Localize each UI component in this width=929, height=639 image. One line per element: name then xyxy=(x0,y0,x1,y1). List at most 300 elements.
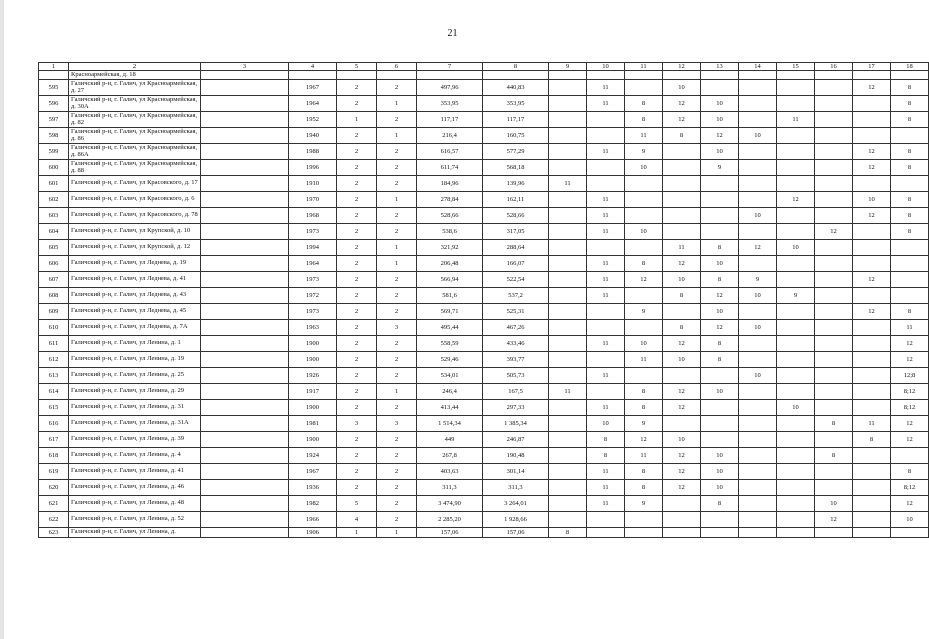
column-number-cell: 10 xyxy=(587,63,625,71)
value-cell: 11 xyxy=(549,176,587,192)
value-cell: 8 xyxy=(891,192,929,208)
value-cell: 12 xyxy=(701,128,739,144)
value-cell xyxy=(663,496,701,512)
value-cell: 12 xyxy=(663,464,701,480)
value-cell xyxy=(549,208,587,224)
value-cell xyxy=(625,240,663,256)
value-cell: 2 xyxy=(337,160,377,176)
value-cell: 8 xyxy=(625,384,663,400)
value-cell xyxy=(739,480,777,496)
value-cell: 10 xyxy=(739,288,777,304)
value-cell: 8 xyxy=(625,96,663,112)
value-cell: 3 264,01 xyxy=(483,496,549,512)
value-cell xyxy=(815,80,853,96)
value-cell xyxy=(549,448,587,464)
value-cell: 2 xyxy=(337,400,377,416)
table-row xyxy=(39,192,929,208)
value-cell: 10 xyxy=(625,224,663,240)
value-cell: 2 xyxy=(377,496,417,512)
table-row xyxy=(39,224,929,240)
value-cell: 8 xyxy=(815,448,853,464)
value-cell xyxy=(549,512,587,528)
value-cell: 2 xyxy=(337,336,377,352)
table-row xyxy=(39,112,929,128)
row-number-cell: 599 xyxy=(39,144,69,160)
value-cell xyxy=(777,384,815,400)
value-cell: 8 xyxy=(663,320,701,336)
address-cell: Галичский р-н, г. Галич, ул Красноармейская, д. 86А xyxy=(69,144,201,160)
year-cell: 1924 xyxy=(289,448,337,464)
value-cell xyxy=(739,448,777,464)
value-cell: 8 xyxy=(587,448,625,464)
year-cell: 1936 xyxy=(289,480,337,496)
value-cell: 8 xyxy=(625,464,663,480)
value-cell xyxy=(853,224,891,240)
table-row xyxy=(39,464,929,480)
value-cell: 2 285,20 xyxy=(417,512,483,528)
value-cell: 2 xyxy=(377,80,417,96)
address-cell: Галичский р-н, г. Галич, ул Ленина, д. 25 xyxy=(69,368,201,384)
year-cell: 1963 xyxy=(289,320,337,336)
value-cell xyxy=(625,288,663,304)
value-cell: 288,64 xyxy=(483,240,549,256)
value-cell: 1 xyxy=(377,192,417,208)
value-cell: 11 xyxy=(587,144,625,160)
row-number-cell: 600 xyxy=(39,160,69,176)
value-cell xyxy=(739,528,777,538)
table-row xyxy=(39,160,929,176)
column-number-row xyxy=(39,63,929,71)
value-cell: 2 xyxy=(337,96,377,112)
value-cell: 10 xyxy=(663,352,701,368)
column-number-cell: 3 xyxy=(201,63,289,71)
row-number-cell: 617 xyxy=(39,432,69,448)
value-cell: 12 xyxy=(853,144,891,160)
column-number-cell: 1 xyxy=(39,63,69,71)
table-row xyxy=(39,368,929,384)
value-cell: 2 xyxy=(377,512,417,528)
row-number-cell: 610 xyxy=(39,320,69,336)
value-cell: 2 xyxy=(337,144,377,160)
value-cell: 10 xyxy=(625,336,663,352)
value-cell xyxy=(701,368,739,384)
value-cell xyxy=(549,256,587,272)
year-cell: 1917 xyxy=(289,384,337,400)
value-cell: 568,18 xyxy=(483,160,549,176)
value-cell xyxy=(815,352,853,368)
value-cell: 11 xyxy=(587,464,625,480)
value-cell xyxy=(701,416,739,432)
value-cell: 9 xyxy=(777,288,815,304)
value-cell: 9 xyxy=(625,144,663,160)
value-cell: 2 xyxy=(377,336,417,352)
value-cell xyxy=(853,448,891,464)
table-row xyxy=(39,352,929,368)
value-cell xyxy=(739,432,777,448)
value-cell: 12 xyxy=(777,192,815,208)
value-cell: 1 xyxy=(377,96,417,112)
address-cell: Галичский р-н, г. Галич, ул Красовского, д. 17 xyxy=(69,176,201,192)
value-cell xyxy=(777,144,815,160)
value-cell xyxy=(701,176,739,192)
empty-cell xyxy=(201,71,289,80)
value-cell: 440,83 xyxy=(483,80,549,96)
value-cell xyxy=(549,352,587,368)
empty-cell xyxy=(417,71,483,80)
value-cell: 2 xyxy=(337,320,377,336)
value-cell xyxy=(815,176,853,192)
row-number-cell: 608 xyxy=(39,288,69,304)
value-cell: 11 xyxy=(587,368,625,384)
value-cell: 10 xyxy=(663,80,701,96)
value-cell: 8 xyxy=(549,528,587,538)
value-cell: 12 xyxy=(625,272,663,288)
row-number-cell: 602 xyxy=(39,192,69,208)
value-cell: 2 xyxy=(337,224,377,240)
value-cell xyxy=(777,432,815,448)
value-cell: 2 xyxy=(337,256,377,272)
column-number-cell: 18 xyxy=(891,63,929,71)
value-cell xyxy=(777,464,815,480)
year-cell: 1940 xyxy=(289,128,337,144)
value-cell: 12 xyxy=(853,208,891,224)
value-cell: 12 xyxy=(701,320,739,336)
value-cell xyxy=(663,208,701,224)
value-cell xyxy=(625,512,663,528)
value-cell: 297,33 xyxy=(483,400,549,416)
value-cell: 11 xyxy=(587,192,625,208)
row-number-cell: 604 xyxy=(39,224,69,240)
empty-cell xyxy=(289,71,337,80)
value-cell xyxy=(587,384,625,400)
value-cell: 166,07 xyxy=(483,256,549,272)
row-number-cell: 621 xyxy=(39,496,69,512)
value-cell: 616,57 xyxy=(417,144,483,160)
value-cell xyxy=(777,368,815,384)
column-3-cell xyxy=(201,112,289,128)
value-cell: 8;12 xyxy=(891,384,929,400)
column-number-cell: 2 xyxy=(69,63,201,71)
table-row xyxy=(39,416,929,432)
year-cell: 1900 xyxy=(289,336,337,352)
value-cell: 10 xyxy=(891,512,929,528)
continuation-row xyxy=(39,71,929,80)
column-3-cell xyxy=(201,288,289,304)
table-row xyxy=(39,80,929,96)
value-cell: 1 xyxy=(337,112,377,128)
value-cell xyxy=(815,400,853,416)
table-row xyxy=(39,144,929,160)
value-cell xyxy=(815,96,853,112)
value-cell: 577,29 xyxy=(483,144,549,160)
value-cell: 12 xyxy=(891,336,929,352)
value-cell xyxy=(663,224,701,240)
value-cell xyxy=(777,448,815,464)
value-cell: 12 xyxy=(853,304,891,320)
value-cell: 2 xyxy=(377,352,417,368)
value-cell: 12;8 xyxy=(891,368,929,384)
value-cell: 9 xyxy=(625,496,663,512)
value-cell: 11 xyxy=(587,288,625,304)
value-cell xyxy=(815,432,853,448)
value-cell: 12 xyxy=(663,384,701,400)
column-3-cell xyxy=(201,528,289,538)
value-cell: 353,95 xyxy=(483,96,549,112)
table-row xyxy=(39,320,929,336)
value-cell: 11 xyxy=(663,240,701,256)
value-cell: 321,92 xyxy=(417,240,483,256)
year-cell: 1900 xyxy=(289,352,337,368)
value-cell xyxy=(739,416,777,432)
value-cell: 12 xyxy=(701,288,739,304)
column-3-cell xyxy=(201,448,289,464)
value-cell: 10 xyxy=(663,272,701,288)
value-cell xyxy=(815,304,853,320)
address-cell: Галичский р-н, г. Галич, ул Ленина, д. 48 xyxy=(69,496,201,512)
value-cell: 495,44 xyxy=(417,320,483,336)
column-number-cell: 14 xyxy=(739,63,777,71)
year-cell: 1988 xyxy=(289,144,337,160)
row-number-cell: 620 xyxy=(39,480,69,496)
value-cell: 12 xyxy=(853,80,891,96)
value-cell: 8 xyxy=(891,144,929,160)
year-cell: 1973 xyxy=(289,304,337,320)
value-cell xyxy=(739,336,777,352)
value-cell xyxy=(815,528,853,538)
value-cell xyxy=(853,128,891,144)
value-cell: 8 xyxy=(815,416,853,432)
page-number: 21 xyxy=(447,28,458,39)
value-cell xyxy=(625,80,663,96)
empty-cell xyxy=(483,71,549,80)
row-number-cell: 601 xyxy=(39,176,69,192)
value-cell: 10 xyxy=(701,304,739,320)
address-cell: Галичский р-н, г. Галич, ул Ленина, д. 4 xyxy=(69,448,201,464)
table-row xyxy=(39,384,929,400)
value-cell xyxy=(663,176,701,192)
value-cell: 403,63 xyxy=(417,464,483,480)
value-cell xyxy=(853,480,891,496)
value-cell xyxy=(815,336,853,352)
value-cell: 1 xyxy=(377,256,417,272)
value-cell: 8 xyxy=(663,288,701,304)
value-cell: 2 xyxy=(337,288,377,304)
row-number-cell: 596 xyxy=(39,96,69,112)
row-number-cell: 614 xyxy=(39,384,69,400)
table-row xyxy=(39,480,929,496)
column-number-cell: 4 xyxy=(289,63,337,71)
value-cell xyxy=(625,176,663,192)
row-number-cell: 612 xyxy=(39,352,69,368)
value-cell: 10 xyxy=(777,240,815,256)
column-3-cell xyxy=(201,160,289,176)
value-cell: 9 xyxy=(625,304,663,320)
column-3-cell xyxy=(201,368,289,384)
value-cell: 8 xyxy=(701,496,739,512)
column-3-cell xyxy=(201,256,289,272)
row-number-cell: 611 xyxy=(39,336,69,352)
value-cell xyxy=(549,336,587,352)
column-3-cell xyxy=(201,464,289,480)
value-cell: 10 xyxy=(739,208,777,224)
year-cell: 1973 xyxy=(289,224,337,240)
address-cell: Галичский р-н, г. Галич, ул Красноармейская, д. 88 xyxy=(69,160,201,176)
value-cell: 11 xyxy=(587,272,625,288)
value-cell: 8 xyxy=(891,464,929,480)
value-cell: 9 xyxy=(739,272,777,288)
column-3-cell xyxy=(201,320,289,336)
value-cell xyxy=(815,128,853,144)
column-3-cell xyxy=(201,192,289,208)
address-cell: Галичский р-н, г. Галич, ул Красовского, д. 6 xyxy=(69,192,201,208)
address-cell: Галичский р-н, г. Галич, ул Ленина, д. 19 xyxy=(69,352,201,368)
value-cell xyxy=(701,400,739,416)
value-cell xyxy=(587,528,625,538)
value-cell xyxy=(549,96,587,112)
value-cell: 8 xyxy=(625,480,663,496)
value-cell: 10 xyxy=(701,96,739,112)
value-cell: 8 xyxy=(891,96,929,112)
row-number-cell: 598 xyxy=(39,128,69,144)
value-cell: 525,31 xyxy=(483,304,549,320)
row-number-cell: 606 xyxy=(39,256,69,272)
column-3-cell xyxy=(201,176,289,192)
value-cell: 8;12 xyxy=(891,480,929,496)
year-cell: 1906 xyxy=(289,528,337,538)
value-cell xyxy=(739,192,777,208)
table-row xyxy=(39,96,929,112)
value-cell xyxy=(853,384,891,400)
value-cell: 581,6 xyxy=(417,288,483,304)
table-row xyxy=(39,176,929,192)
column-number-cell: 9 xyxy=(549,63,587,71)
value-cell: 353,95 xyxy=(417,96,483,112)
value-cell: 8 xyxy=(891,304,929,320)
value-cell: 11 xyxy=(777,112,815,128)
value-cell: 8 xyxy=(891,224,929,240)
value-cell: 2 xyxy=(377,400,417,416)
value-cell: 449 xyxy=(417,432,483,448)
value-cell: 11 xyxy=(891,320,929,336)
value-cell: 139,96 xyxy=(483,176,549,192)
year-cell: 1900 xyxy=(289,400,337,416)
value-cell: 11 xyxy=(625,128,663,144)
value-cell: 2 xyxy=(377,144,417,160)
value-cell xyxy=(815,240,853,256)
value-cell: 3 xyxy=(377,416,417,432)
value-cell xyxy=(739,304,777,320)
year-cell: 1972 xyxy=(289,288,337,304)
value-cell xyxy=(777,80,815,96)
row-number-cell: 623 xyxy=(39,528,69,538)
value-cell xyxy=(777,208,815,224)
value-cell: 538,6 xyxy=(417,224,483,240)
value-cell: 311,3 xyxy=(483,480,549,496)
empty-cell xyxy=(701,71,739,80)
column-number-cell: 7 xyxy=(417,63,483,71)
address-cell: Галичский р-н, г. Галич, ул Леднева, д. 45 xyxy=(69,304,201,320)
value-cell xyxy=(777,336,815,352)
address-cell: Галичский р-н, г. Галич, ул Ленина, д. 1 xyxy=(69,336,201,352)
value-cell: 537,2 xyxy=(483,288,549,304)
year-cell: 1981 xyxy=(289,416,337,432)
value-cell xyxy=(701,208,739,224)
value-cell: 10 xyxy=(739,320,777,336)
column-3-cell xyxy=(201,208,289,224)
value-cell xyxy=(549,160,587,176)
row-number-cell: 605 xyxy=(39,240,69,256)
value-cell xyxy=(549,304,587,320)
value-cell: 12 xyxy=(815,512,853,528)
empty-cell xyxy=(587,71,625,80)
value-cell xyxy=(777,320,815,336)
address-cell: Галичский р-н, г. Галич, ул Красноармейская, д. 27 xyxy=(69,80,201,96)
value-cell xyxy=(739,160,777,176)
value-cell xyxy=(663,304,701,320)
value-cell xyxy=(739,96,777,112)
value-cell: 569,71 xyxy=(417,304,483,320)
address-cell: Галичский р-н, г. Галич, ул Ленина, д. 46 xyxy=(69,480,201,496)
value-cell: 611,74 xyxy=(417,160,483,176)
value-cell: 2 xyxy=(377,432,417,448)
value-cell: 2 xyxy=(337,384,377,400)
value-cell xyxy=(549,80,587,96)
value-cell xyxy=(853,496,891,512)
value-cell: 2 xyxy=(377,112,417,128)
value-cell: 10 xyxy=(587,416,625,432)
value-cell: 167,5 xyxy=(483,384,549,400)
value-cell xyxy=(853,400,891,416)
value-cell xyxy=(701,528,739,538)
column-3-cell xyxy=(201,400,289,416)
address-cell: Галичский р-н, г. Галич, ул Леднева, д. 43 xyxy=(69,288,201,304)
value-cell: 3 xyxy=(337,416,377,432)
row-number-cell: 616 xyxy=(39,416,69,432)
value-cell: 534,01 xyxy=(417,368,483,384)
value-cell: 12 xyxy=(663,400,701,416)
value-cell: 9 xyxy=(701,160,739,176)
value-cell: 246,4 xyxy=(417,384,483,400)
value-cell: 2 xyxy=(337,352,377,368)
value-cell xyxy=(815,368,853,384)
value-cell: 317,05 xyxy=(483,224,549,240)
value-cell xyxy=(815,144,853,160)
column-3-cell xyxy=(201,240,289,256)
value-cell: 11 xyxy=(587,96,625,112)
column-3-cell xyxy=(201,96,289,112)
value-cell xyxy=(663,144,701,160)
row-number-cell: 615 xyxy=(39,400,69,416)
value-cell: 117,17 xyxy=(483,112,549,128)
empty-cell xyxy=(377,71,417,80)
value-cell: 11 xyxy=(587,480,625,496)
value-cell xyxy=(663,160,701,176)
value-cell xyxy=(853,176,891,192)
value-cell: 12 xyxy=(853,272,891,288)
value-cell xyxy=(777,160,815,176)
value-cell xyxy=(777,512,815,528)
row-number-cell: 597 xyxy=(39,112,69,128)
value-cell xyxy=(891,272,929,288)
value-cell xyxy=(587,160,625,176)
value-cell xyxy=(587,304,625,320)
value-cell xyxy=(663,528,701,538)
value-cell: 8 xyxy=(891,208,929,224)
value-cell: 184,96 xyxy=(417,176,483,192)
year-cell: 1900 xyxy=(289,432,337,448)
value-cell xyxy=(853,352,891,368)
value-cell: 8 xyxy=(701,240,739,256)
